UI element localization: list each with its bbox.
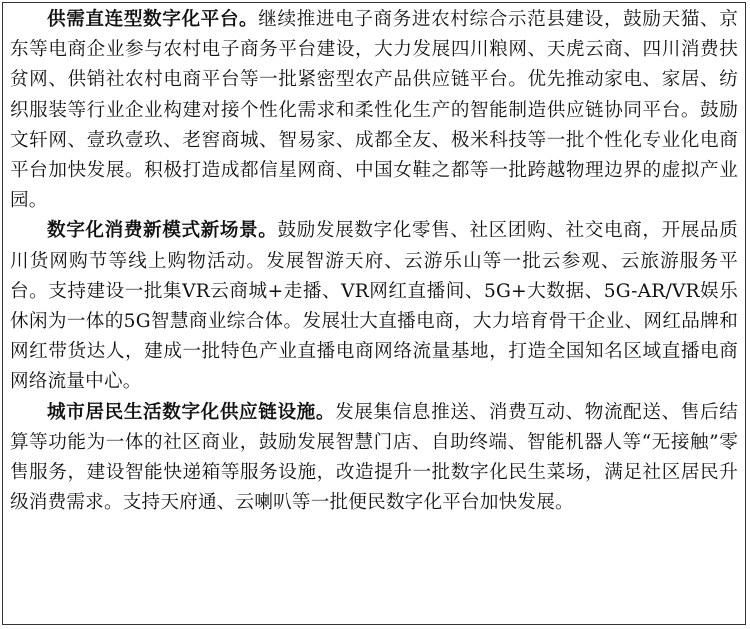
paragraph-supply-demand-platform	[10, 5, 738, 216]
paragraph-body: 继续推进电子商务进农村综合示范县建设，鼓励天猫、京东等电商企业参与农村电子商务平台建设，大力发展四川粮网、天虎云商、四川消费扶贫网、供销社农村电商平台等一批紧密型农产品供应链平台。优先推动家电、家居、纺织服装等行业企业构建对接个性化需求和柔性化生产的智能制造供应链协同平台。鼓励文轩网、壹玖壹玖、老窖商城、智易家、成都全友、极米科技等一批个性化专业化电商平台加快发展。积极打造成都信星网商、中国女鞋之都等一批跨越物理边界的虚拟产业园。	[10, 9, 738, 212]
document-body	[10, 5, 738, 518]
paragraph-body: 发展集信息推送、消费互动、物流配送、售后结算等功能为一体的社区商业，鼓励发展智慧门店、自助终端、智能机器人等“无接触”零售服务，建设智能快递箱等服务设施，改造提升一批数字化民生菜场，满足社区居民升级消费需求。支持天府通、云喇叭等一批便民数字化平台加快发展。	[10, 401, 738, 514]
paragraph-heading: 城市居民生活数字化供应链设施。	[47, 401, 336, 423]
paragraph-urban-supply-chain	[10, 398, 738, 519]
paragraph-digital-consumption	[10, 216, 738, 397]
paragraph-heading: 数字化消费新模式新场景。	[47, 220, 278, 242]
paragraph-body: 鼓励发展数字化零售、社区团购、社交电商，开展品质川货网购节等线上购物活动。发展智游天府、云游乐山等一批云参观、云旅游服务平台。支持建设一批集VR云商城+走播、VR网红直播间、5G+大数据、5G-AR/VR娱乐休闲为一体的5G智慧商业综合体。发展壮大直播电商，大力培育骨干企业、网红品牌和网红带货达人，建成一批特色产业直播电商网络流量基地，打造全国知名区域直播电商网络流量中心。	[10, 220, 738, 393]
paragraph-heading: 供需直连型数字化平台。	[47, 9, 259, 30]
